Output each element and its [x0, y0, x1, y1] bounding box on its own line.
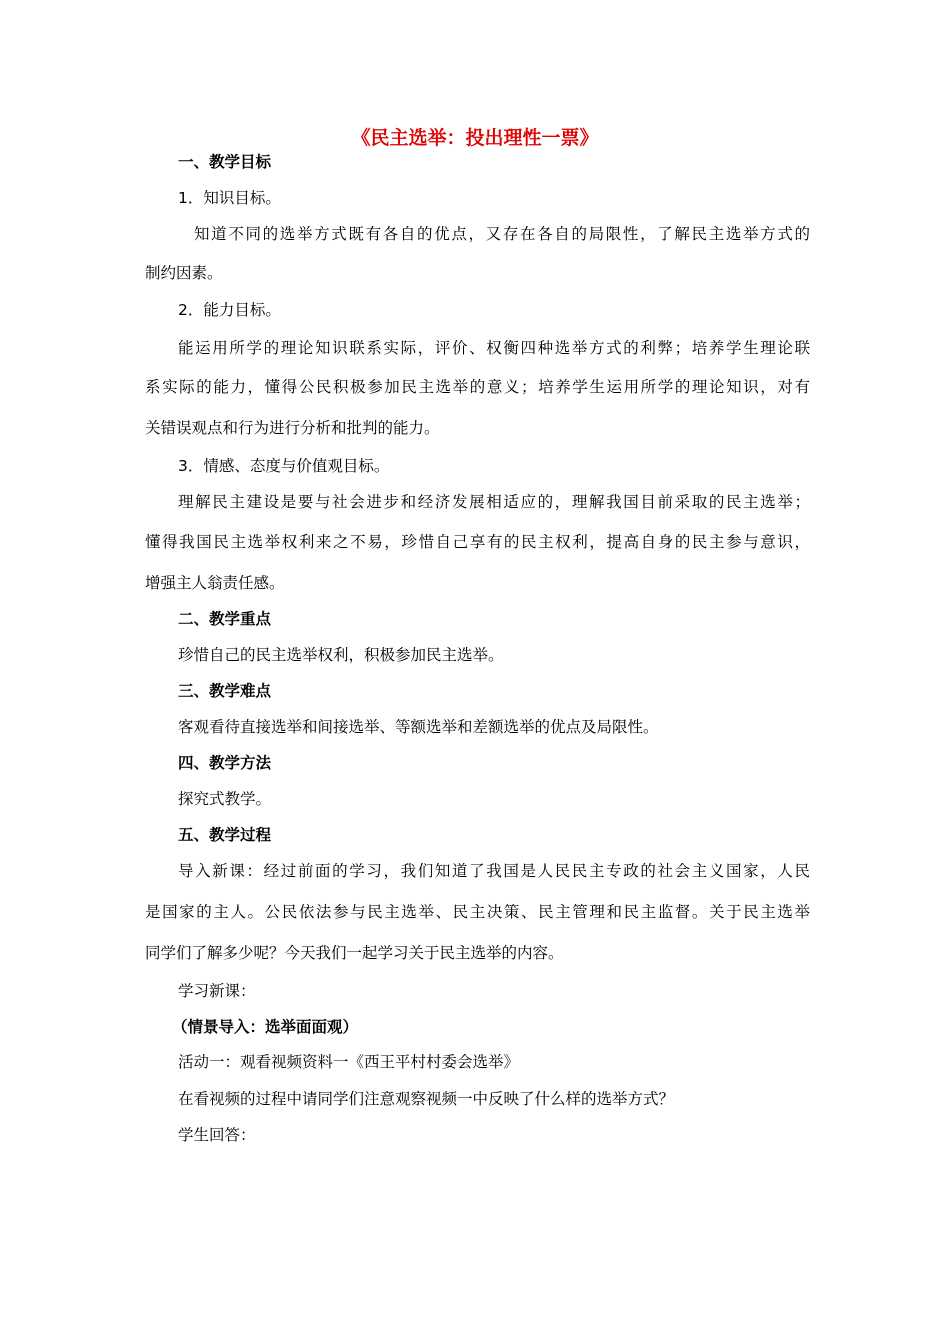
- paragraph-line: 关错误观点和行为进行分析和批判的能力。: [145, 419, 440, 437]
- document-title: 《民主选举：投出理性一票》: [351, 127, 599, 149]
- paragraph-line: 是国家的主人。公民依法参与民主选举、民主决策、民主管理和民主监督。关于民主选举: [145, 903, 810, 921]
- section-heading-methods: 四、教学方法: [178, 754, 272, 772]
- paragraph-line: 1．知识目标。: [178, 189, 281, 207]
- paragraph-line: 制约因素。: [145, 264, 223, 282]
- paragraph-line: 活动一：观看视频资料一《西王平村村委会选举》: [178, 1053, 520, 1071]
- paragraph-line: 2．能力目标。: [178, 301, 281, 319]
- paragraph-line: 客观看待直接选举和间接选举、等额选举和差额选举的优点及局限性。: [178, 718, 659, 736]
- paragraph-line: 导入新课：经过前面的学习，我们知道了我国是人民民主专政的社会主义国家，人民: [178, 862, 810, 880]
- paragraph-line: 学生回答：: [178, 1126, 256, 1144]
- paragraph-line: 3．情感、态度与价值观目标。: [178, 457, 390, 475]
- section-heading-key-points: 二、教学重点: [178, 610, 272, 628]
- section-heading-process: 五、教学过程: [178, 826, 272, 844]
- paragraph-line: 懂得我国民主选举权利来之不易，珍惜自己享有的民主权利，提高自身的民主参与意识，: [145, 533, 810, 551]
- section-heading-objectives: 一、教学目标: [178, 153, 272, 171]
- subsection-heading: （情景导入：选举面面观）: [172, 1018, 359, 1036]
- paragraph-line: 珍惜自己的民主选举权利，积极参加民主选举。: [178, 646, 504, 664]
- paragraph-line: 理解民主建设是要与社会进步和经济发展相适应的，理解我国目前采取的民主选举；: [178, 493, 810, 511]
- paragraph-line: 学习新课：: [178, 982, 256, 1000]
- paragraph-line: 同学们了解多少呢？今天我们一起学习关于民主选举的内容。: [145, 944, 564, 962]
- paragraph-line: 能运用所学的理论知识联系实际，评价、权衡四种选举方式的利弊；培养学生理论联: [178, 339, 810, 357]
- section-heading-difficulties: 三、教学难点: [178, 682, 272, 700]
- paragraph-line: 系实际的能力，懂得公民积极参加民主选举的意义；培养学生运用所学的理论知识，对有: [145, 378, 810, 396]
- paragraph-line: 在看视频的过程中请同学们注意观察视频一中反映了什么样的选举方式？: [178, 1090, 675, 1108]
- paragraph-line: 增强主人翁责任感。: [145, 574, 285, 592]
- paragraph-line: 知道不同的选举方式既有各自的优点，又存在各自的局限性，了解民主选举方式的: [194, 225, 810, 243]
- paragraph-line: 探究式教学。: [178, 790, 272, 808]
